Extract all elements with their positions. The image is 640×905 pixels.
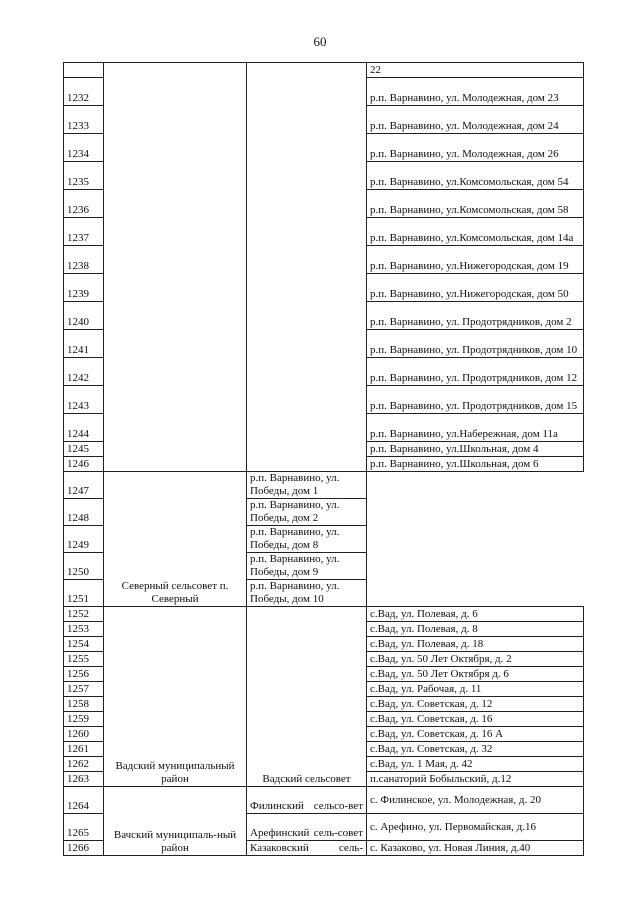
address-cell: с.Вад, ул. Полевая, д. 18 [367,637,584,652]
row-number: 1233 [64,106,104,134]
address-cell: р.п. Варнавино, ул.Комсомольская, дом 14а [367,218,584,246]
address-cell: с.Вад, ул. Советская, д. 32 [367,742,584,757]
row-number: 1256 [64,667,104,682]
settlement-cell-severny: Северный сельсовет п. Северный [104,472,247,607]
address-cell: п.санаторий Бобыльский, д.12 [367,772,584,787]
row-number: 1246 [64,457,104,472]
address-cell: р.п. Варнавино, ул.Комсомольская, дом 58 [367,190,584,218]
district-cell-vachsky: Вачский муниципаль-ный район [104,787,247,856]
settlement-cell [247,63,367,472]
table-row [64,787,584,814]
address-cell: с.Вад, ул. Полевая, д. 6 [367,607,584,622]
row-number: 1257 [64,682,104,697]
row-number: 1261 [64,742,104,757]
address-cell: р.п. Варнавино, ул. Продотрядников, дом 10 [367,330,584,358]
address-cell: с.Вад, ул. 1 Мая, д. 42 [367,757,584,772]
row-number: 1254 [64,637,104,652]
row-number: 1258 [64,697,104,712]
row-number: 1266 [64,841,104,856]
row-number: 1244 [64,414,104,442]
row-number: 1236 [64,190,104,218]
row-number: 1235 [64,162,104,190]
row-number: 1255 [64,652,104,667]
row-number: 1241 [64,330,104,358]
address-cell: р.п. Варнавино, ул. Продотрядников, дом 12 [367,358,584,386]
address-cell: р.п. Варнавино, ул. Победы, дом 10 [247,580,367,607]
address-cell: с.Вад, ул. Советская, д. 12 [367,697,584,712]
address-cell: р.п. Варнавино, ул. Победы, дом 1 [247,472,367,499]
table-row [64,472,584,499]
district-cell [104,63,247,472]
address-cell: р.п. Варнавино, ул. Победы, дом 2 [247,499,367,526]
address-table [63,62,584,856]
address-cell: с.Вад, ул. 50 Лет Октября д. 6 [367,667,584,682]
row-number: 1245 [64,442,104,457]
address-cell: с.Вад, ул. Советская, д. 16 [367,712,584,727]
address-cell: с. Филинское, ул. Молодежная, д. 20 [367,787,584,814]
address-cell: р.п. Варнавино, ул.Комсомольская, дом 54 [367,162,584,190]
row-number: 1249 [64,526,104,553]
settlement-cell-vadsky: Вадский сельсовет [247,607,367,787]
table-row [64,63,584,78]
row-number: 1251 [64,580,104,607]
settlement-cell-kazakovsky: Казаковский сель- [247,841,367,856]
table-row [64,607,584,622]
address-cell: р.п. Варнавино, ул.Школьная, дом 4 [367,442,584,457]
address-cell: с.Вад, ул. Советская, д. 16 А [367,727,584,742]
address-cell: 22 [367,63,584,78]
address-cell: р.п. Варнавино, ул.Нижегородская, дом 19 [367,246,584,274]
settlement-cell-arefinsky: Арефинский сель-совет [247,814,367,841]
row-number: 1260 [64,727,104,742]
row-number: 1253 [64,622,104,637]
row-number: 1232 [64,78,104,106]
row-number: 1250 [64,553,104,580]
row-number: 1242 [64,358,104,386]
address-cell: р.п. Варнавино, ул. Продотрядников, дом 15 [367,386,584,414]
row-number: 1239 [64,274,104,302]
row-number: 1248 [64,499,104,526]
row-number [64,63,104,78]
address-cell: р.п. Варнавино, ул.Нижегородская, дом 50 [367,274,584,302]
address-cell: с.Вад, ул. Полевая, д. 8 [367,622,584,637]
row-number: 1247 [64,472,104,499]
address-cell: с.Вад, ул. 50 Лет Октября, д. 2 [367,652,584,667]
row-number: 1259 [64,712,104,727]
settlement-cell-filinsky: Филинский сельсо-вет [247,787,367,814]
row-number: 1265 [64,814,104,841]
row-number: 1238 [64,246,104,274]
address-cell: р.п. Варнавино, ул. Победы, дом 8 [247,526,367,553]
page-number: 60 [313,34,327,49]
address-cell: р.п. Варнавино, ул. Продотрядников, дом 2 [367,302,584,330]
address-cell: р.п. Варнавино, ул.Школьная, дом 6 [367,457,584,472]
address-cell: р.п. Варнавино, ул. Молодежная, дом 26 [367,134,584,162]
row-number: 1237 [64,218,104,246]
row-number: 1262 [64,757,104,772]
district-cell-vadsky: Вадский муниципальный район [104,607,247,787]
row-number: 1240 [64,302,104,330]
row-number: 1264 [64,787,104,814]
address-cell: р.п. Варнавино, ул. Победы, дом 9 [247,553,367,580]
row-number: 1234 [64,134,104,162]
address-cell: с.Вад, ул. Рабочая, д. 11 [367,682,584,697]
address-cell: р.п. Варнавино, ул. Молодежная, дом 24 [367,106,584,134]
row-number: 1263 [64,772,104,787]
address-cell: с. Арефино, ул. Первомайская, д.16 [367,814,584,841]
address-cell: р.п. Варнавино, ул. Молодежная, дом 23 [367,78,584,106]
row-number: 1252 [64,607,104,622]
address-cell: с. Казаково, ул. Новая Линия, д.40 [367,841,584,856]
address-cell: р.п. Варнавино, ул.Набережная, дом 11а [367,414,584,442]
row-number: 1243 [64,386,104,414]
